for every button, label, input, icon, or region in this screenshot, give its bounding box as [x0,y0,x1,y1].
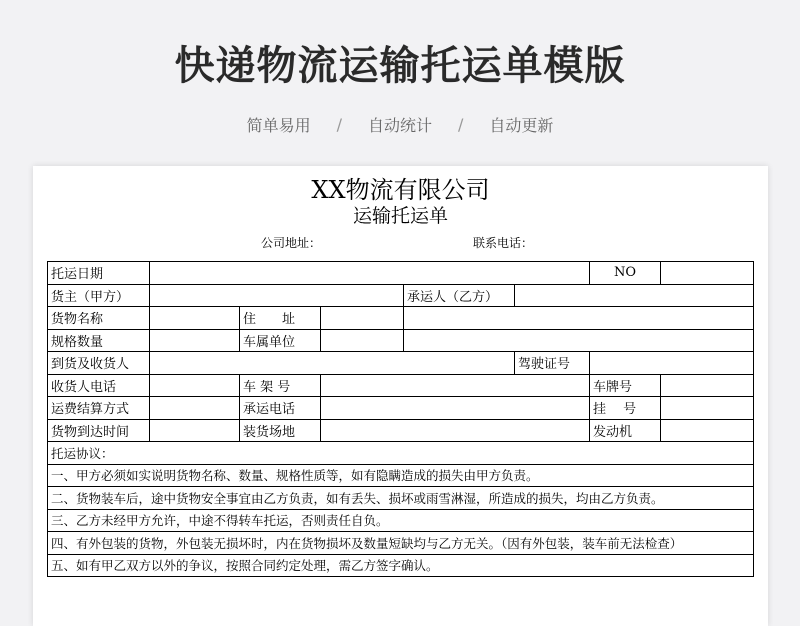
trailer-field[interactable] [661,397,754,420]
engine-label: 发动机 [590,419,661,442]
agreement-clause-2: 二、货物装车后，途中货物安全事宜由乙方负责，如有丢失、损坏或雨雪淋湿，所造成的损失，均由乙方负责。 [48,487,754,510]
consignee-phone-field[interactable] [150,374,240,397]
agreement-clause-4: 四、有外包装的货物，外包装无损坏时，内在货物损坏及数量短缺均与乙方无关。（因有外包装，装车前无法检查） [48,532,754,555]
vin-field[interactable] [321,374,590,397]
freight-settlement-field[interactable] [150,397,240,420]
license-label: 驾驶证号 [515,352,590,375]
goods-name-label: 货物名称 [48,307,150,330]
tag-separator: / [336,115,342,134]
engine-field[interactable] [661,419,754,442]
trailer-label: 挂 号 [590,397,661,420]
loading-site-field[interactable] [321,419,590,442]
number-label: NO [590,262,661,285]
table-row [48,397,754,420]
plate-label: 车牌号 [590,374,661,397]
tag-auto-update: 自动更新 [489,116,554,135]
table-row [48,532,754,555]
waybill-sheet [33,166,768,626]
contact-phone-label: 联系电话： [473,236,534,250]
table-row [48,374,754,397]
shipping-date-label: 托运日期 [48,262,150,285]
arrival-time-label: 货物到达时间 [48,419,150,442]
document-name: 运输托运单 [352,205,448,227]
company-name: XX物流有限公司 [311,176,490,204]
carrier-phone-label: 承运电话 [240,397,321,420]
license-field[interactable] [590,352,754,375]
vehicle-owner-field-short[interactable] [321,329,404,352]
feature-tags [0,113,800,136]
consignee-label: 到货及收货人 [48,352,150,375]
vehicle-owner-field[interactable] [404,329,754,352]
goods-name-field[interactable] [150,307,240,330]
tag-auto-stat: 自动统计 [367,116,432,135]
page-title: 快递物流运输托运单模版 [174,43,626,89]
consignee-phone-label: 收货人电话 [48,374,150,397]
waybill-form-table [47,261,754,577]
carrier-field[interactable] [515,284,754,307]
arrival-time-field[interactable] [150,419,240,442]
agreement-clause-1: 一、甲方必须如实说明货物名称、数量、规格性质等，如有隐瞒造成的损失由甲方负责。 [48,464,754,487]
shipping-date-field[interactable] [150,262,590,285]
table-row [48,352,754,375]
address-field[interactable] [404,307,754,330]
table-row [48,307,754,330]
table-row [48,554,754,577]
contact-row [33,228,768,252]
spec-qty-label: 规格数量 [48,329,150,352]
vehicle-owner-label: 车属单位 [240,329,321,352]
carrier-label: 承运人（乙方） [404,284,515,307]
table-row [48,464,754,487]
consignee-field[interactable] [150,352,515,375]
shipper-field[interactable] [150,284,404,307]
company-address-label: 公司地址： [261,236,322,250]
carrier-phone-field[interactable] [321,397,590,420]
address-field-short[interactable] [321,307,404,330]
address-label: 住 址 [240,307,321,330]
agreement-clause-3: 三、乙方未经甲方允许，中途不得转车托运，否则责任自负。 [48,509,754,532]
table-row [48,442,754,465]
vin-label: 车 架 号 [240,374,321,397]
table-row [48,262,754,285]
agreement-title: 托运协议： [48,442,754,465]
table-row [48,329,754,352]
agreement-clause-5: 五、如有甲乙双方以外的争议，按照合同约定处理，需乙方签字确认。 [48,554,754,577]
table-row [48,419,754,442]
plate-field[interactable] [661,374,754,397]
number-field[interactable] [661,262,754,285]
tag-easy: 简单易用 [246,116,311,135]
freight-settlement-label: 运费结算方式 [48,397,150,420]
loading-site-label: 装货场地 [240,419,321,442]
shipper-label: 货主（甲方） [48,284,150,307]
spec-qty-field[interactable] [150,329,240,352]
table-row [48,487,754,510]
tag-separator: / [458,115,464,134]
table-row [48,284,754,307]
table-row [48,509,754,532]
